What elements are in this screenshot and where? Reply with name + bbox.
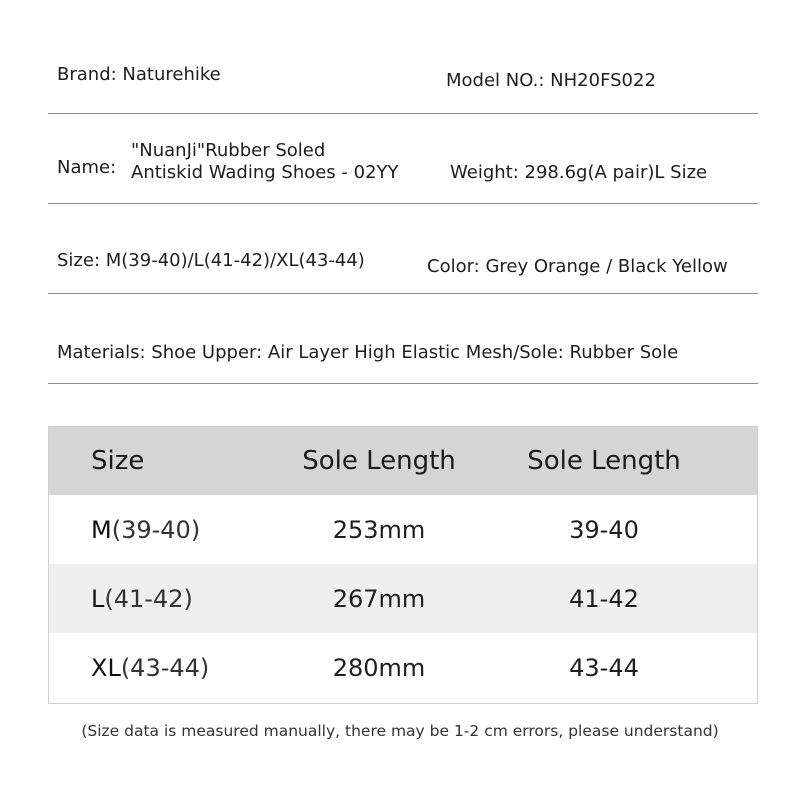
product-name-line-2: Antiskid Wading Shoes - 02YY	[131, 162, 399, 183]
name-label: Name:	[57, 157, 117, 178]
sole-length-cell: 267mm	[332, 584, 426, 613]
eu-size-cell: 41-42	[569, 584, 639, 613]
size-table	[48, 426, 758, 704]
size-cell: M (39-40)	[91, 515, 201, 544]
materials-text: Materials: Shoe Upper: Air Layer High Elastic Mesh/Sole: Rubber Sole	[57, 342, 679, 363]
model-number-text: Model NO.: NH20FS022	[446, 70, 656, 91]
weight-text: Weight: 298.6g(A pair)L Size	[450, 162, 708, 183]
divider	[48, 383, 758, 384]
product-name-line-1: "NuanJi"Rubber Soled	[131, 140, 326, 161]
table-row	[49, 633, 757, 702]
sole-length-cell: 280mm	[332, 653, 426, 682]
divider	[48, 203, 758, 204]
divider	[48, 293, 758, 294]
measurement-note: (Size data is measured manually, there may be 1-2 cm errors, please understand)	[81, 722, 719, 740]
eu-size-cell: 39-40	[569, 515, 639, 544]
product-name	[131, 140, 399, 184]
size-text: Size: M(39-40)/L(41-42)/XL(43-44)	[57, 250, 365, 271]
color-text: Color: Grey Orange / Black Yellow	[427, 256, 728, 277]
header-sole-length-2: Sole Length	[527, 446, 681, 476]
divider	[48, 113, 758, 114]
header-size: Size	[91, 446, 145, 476]
size-cell: XL (43-44)	[91, 653, 210, 682]
header-sole-length: Sole Length	[302, 446, 456, 476]
brand-text: Brand: Naturehike	[57, 64, 221, 85]
table-row	[49, 495, 757, 564]
sole-length-cell: 253mm	[332, 515, 426, 544]
table-row	[49, 564, 757, 633]
table-header	[49, 427, 757, 495]
size-cell: L (41-42)	[91, 584, 193, 613]
eu-size-cell: 43-44	[569, 653, 639, 682]
